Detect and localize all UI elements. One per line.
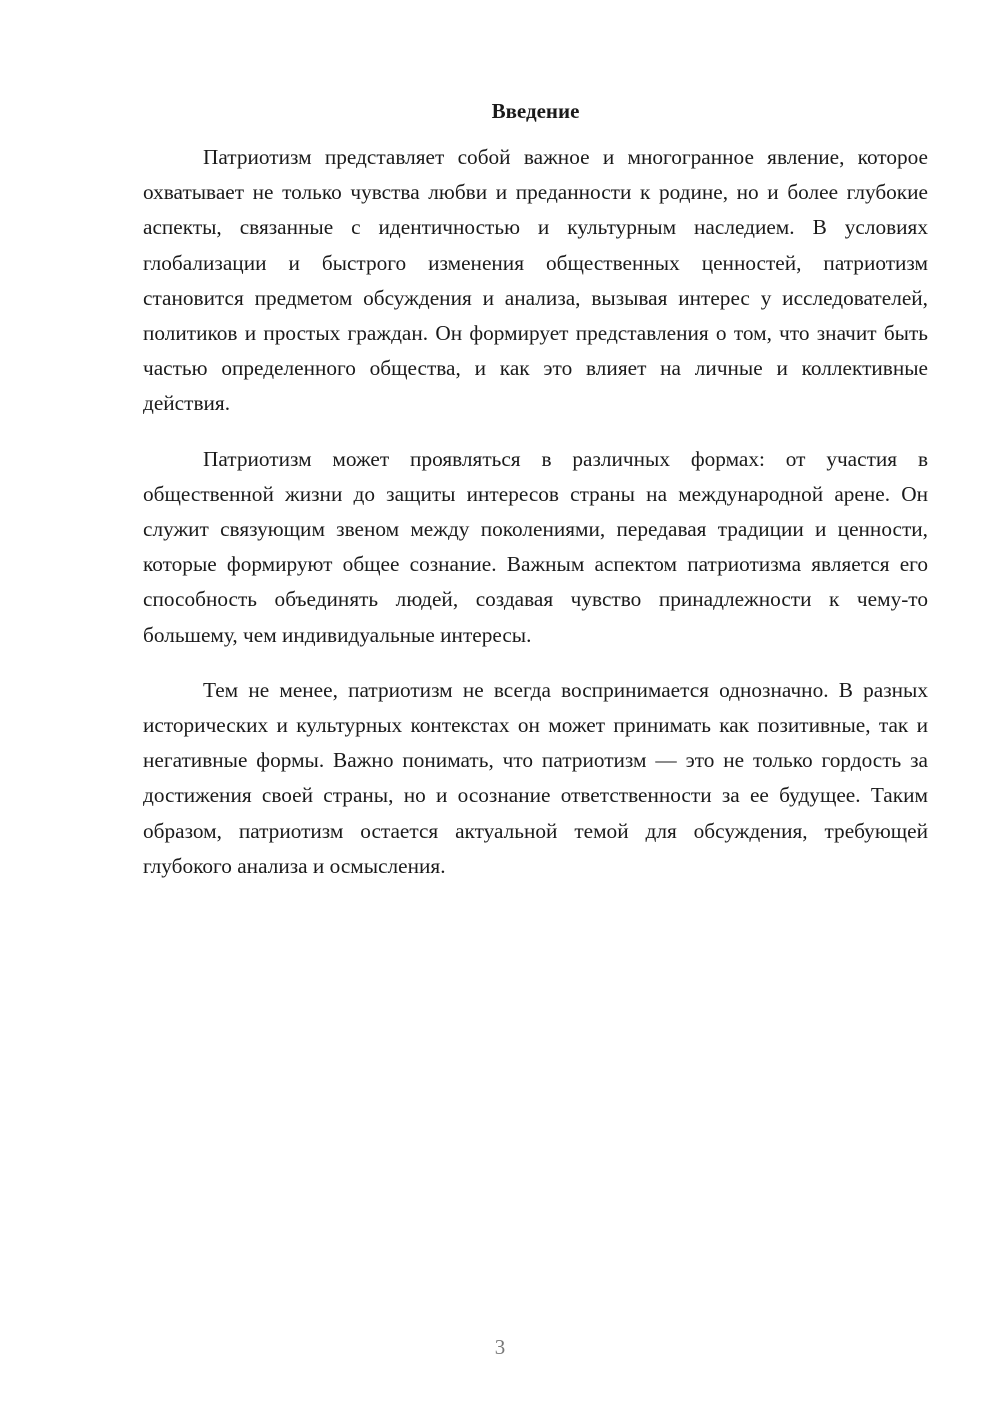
page-content <box>143 96 928 904</box>
paragraph-1: Патриотизм представляет собой важное и многогранное явление, которое охватывает не только чувства любви и преданности к родине, но и более глубокие аспекты, связанные с идентичностью и культурным наследием. В условиях глобализации и быстрого изменения общественных ценностей, патриотизм становится предметом обсуждения и анализа, вызывая интерес у исследователей, политиков и простых граждан. Он формирует представления о том, что значит быть частью определенного общества, и как это влияет на личные и коллективные действия. <box>143 145 928 416</box>
page-number: 3 <box>494 1335 506 1359</box>
paragraph-3: Тем не менее, патриотизм не всегда воспринимается однозначно. В разных исторических и культурных контекстах он может принимать как позитивные, так и негативные формы. Важно понимать, что патриотизм — это не только гордость за достижения своей страны, но и осознание ответственности за ее будущее. Таким образом, патриотизм остается актуальной темой для обсуждения, требующей глубокого анализа и осмысления. <box>143 677 928 878</box>
section-title: Введение <box>491 99 580 123</box>
paragraph-2: Патриотизм может проявляться в различных формах: от участия в общественной жизни до защиты интересов страны на международной арене. Он служит связующим звеном между поколениями, передавая традиции и ценности, которые формируют общее сознание. Важным аспектом патриотизма является его способность объединять людей, создавая чувство принадлежности к чему-то большему, чем индивидуальные интересы. <box>143 446 928 647</box>
